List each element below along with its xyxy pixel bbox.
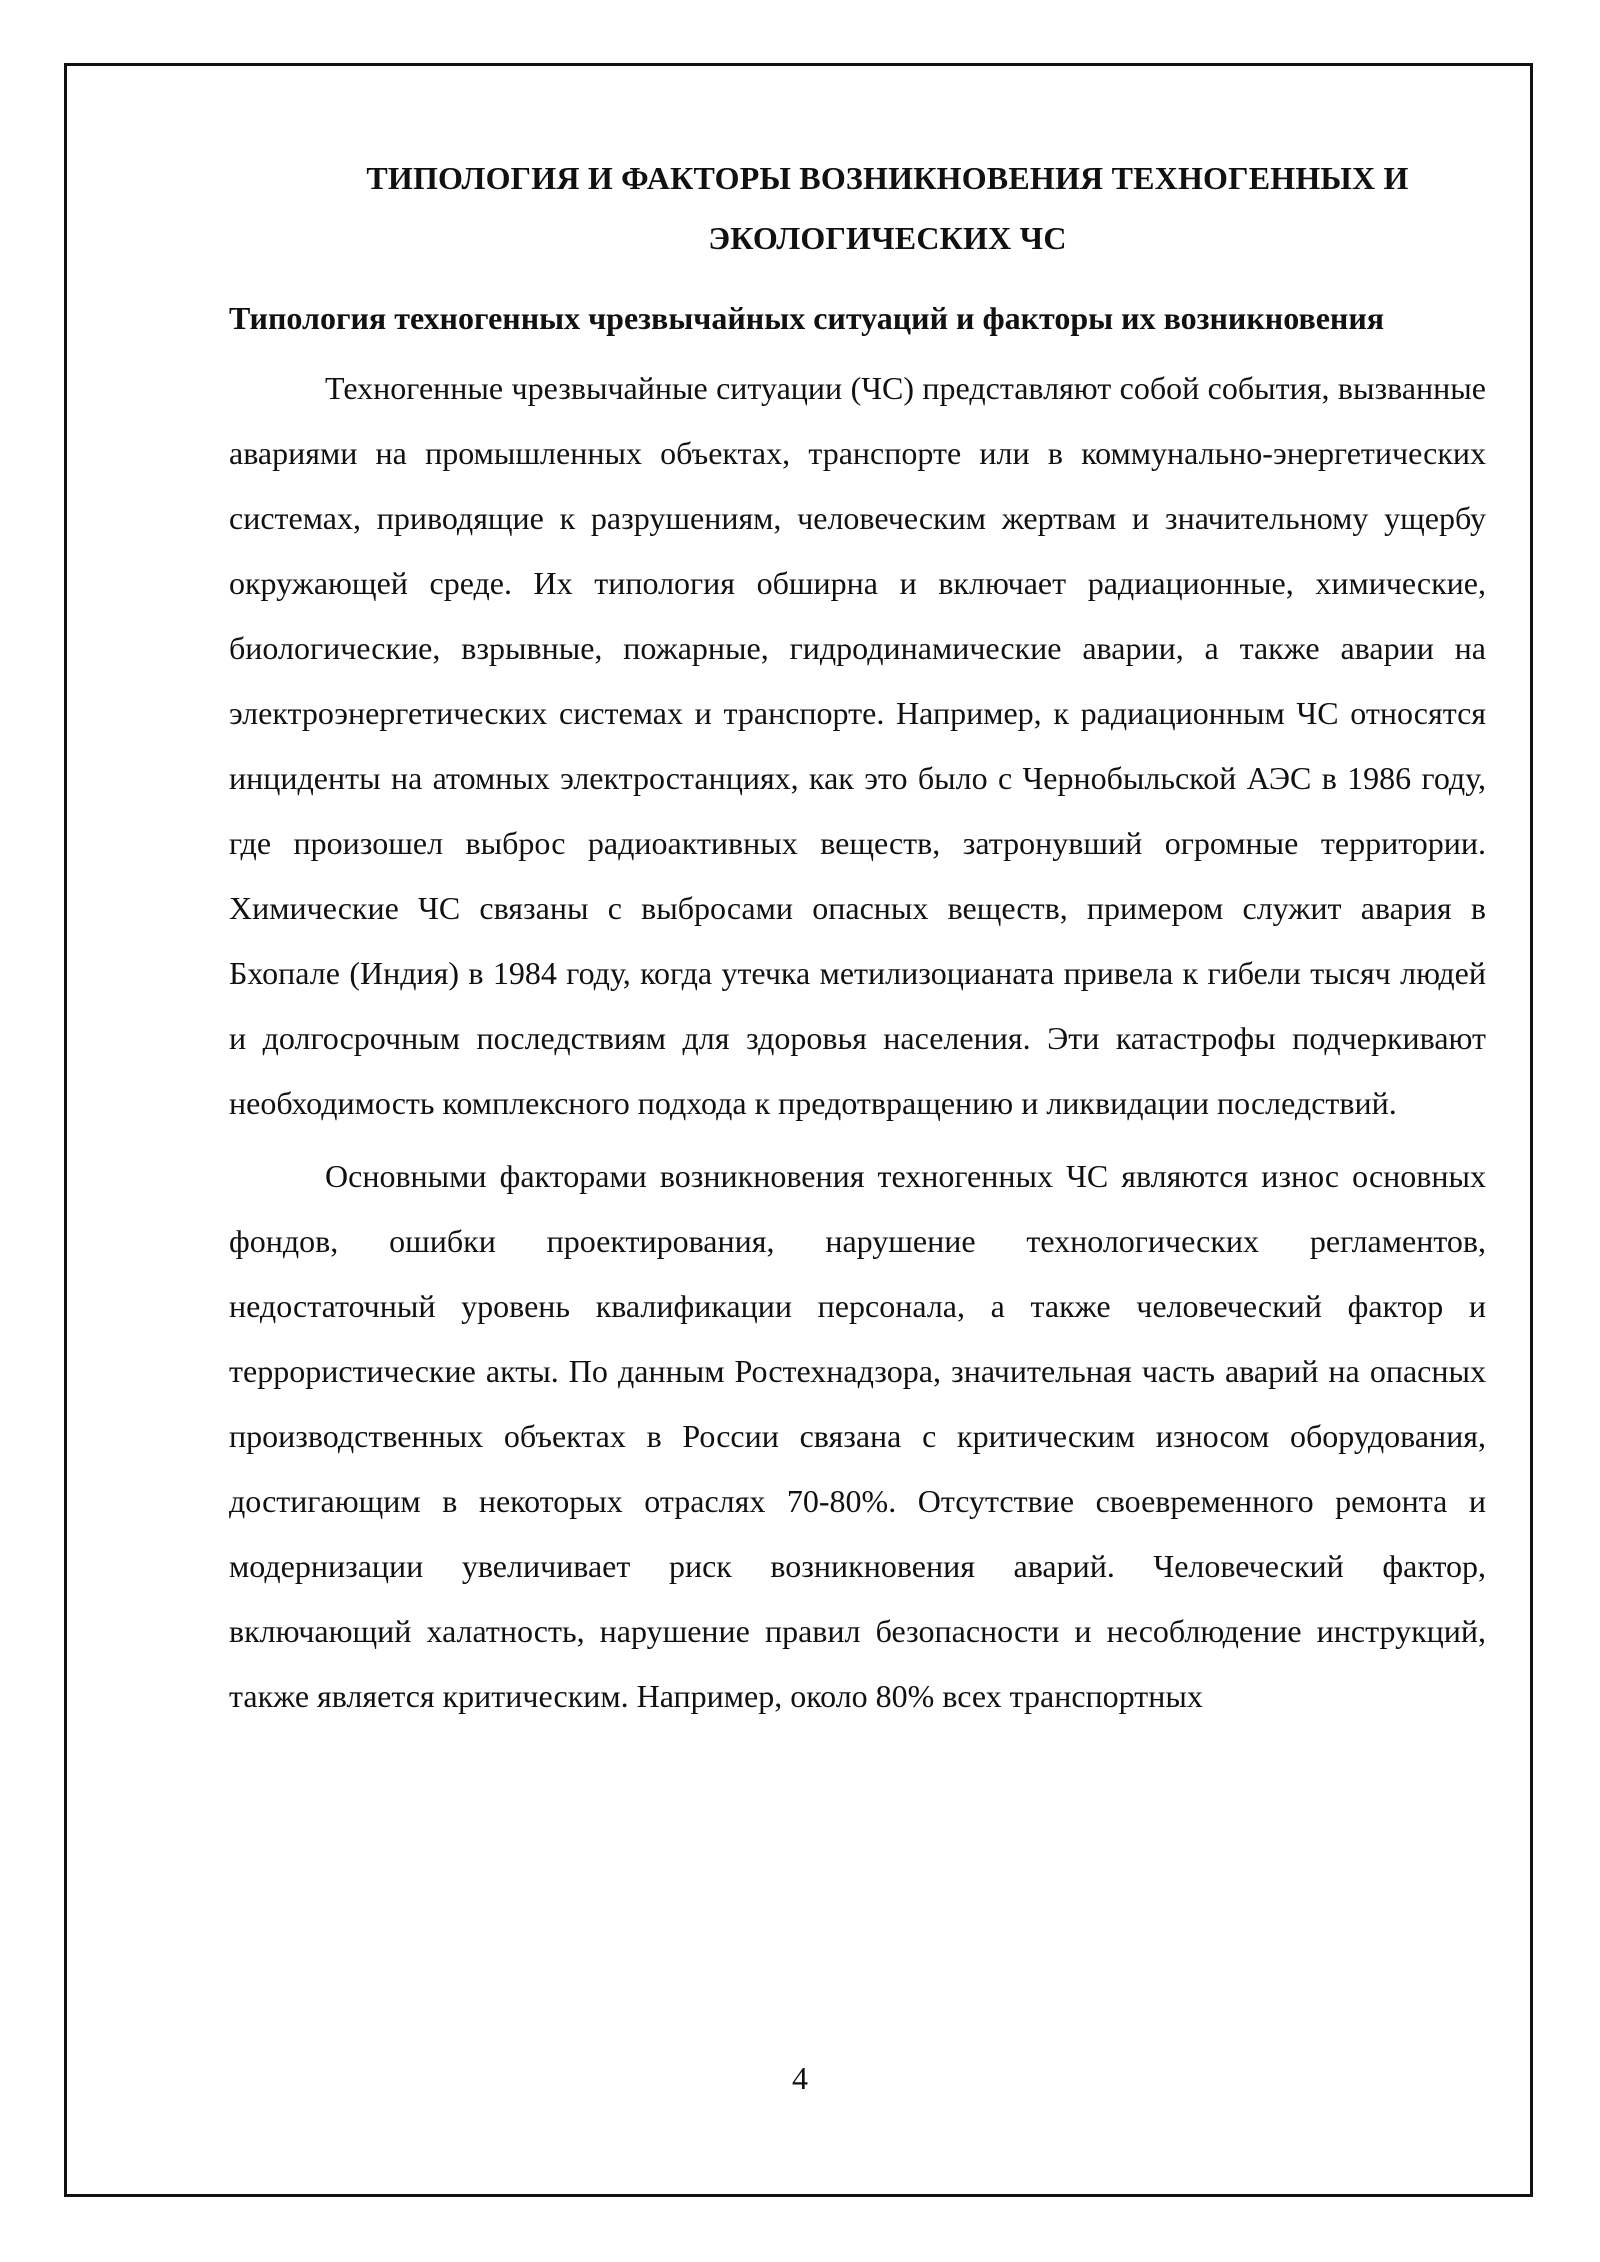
section-title: Типология техногенных чрезвычайных ситуаций и факторы их возникновения (229, 300, 1385, 336)
paragraph-1: Техногенные чрезвычайные ситуации (ЧС) представляют собой события, вызванные авариями на промышленных объектах, транспорте или в коммунально-энергетических системах, приводящие к разрушениям, человеческим жертвам и значительному ущербу окружающей среде. Их типология обширна и включает радиационные, химические, биологические, взрывные, пожарные, гидродинамические аварии, а также аварии на электроэнергетических системах и транспорте. Например, к радиационным ЧС относятся инциденты на атомных электростанциях, как это было с Чернобыльской АЭС в 1986 году, где произошел выброс радиоактивных веществ, затронувший огромные территории. Химические ЧС связаны с выбросами опасных веществ, примером служит авария в Бхопале (Индия) в 1984 году, когда утечка метилизоцианата привела к гибели тысяч людей и долгосрочным последствиям для здоровья населения. Эти катастрофы подчеркивают необходимость комплексного подхода к предотвращению и ликвидации последствий. (229, 370, 1486, 1121)
paragraph-2: Основными факторами возникновения техногенных ЧС являются износ основных фондов, ошибки проектирования, нарушение технологических регламентов, недостаточный уровень квалификации персонала, а также человеческий фактор и террористические акты. По данным Ростехнадзора, значительная часть аварий на опасных производственных объектах в России связана с критическим износом оборудования, достигающим в некоторых отраслях 70-80%. Отсутствие своевременного ремонта и модернизации увеличивает риск возникновения аварий. Человеческий фактор, включающий халатность, нарушение правил безопасности и несоблюдение инструкций, также является критическим. Например, около 80% всех транспортных (229, 1158, 1486, 1714)
page-number: 4 (792, 2060, 808, 2096)
page-content (229, 148, 1486, 1729)
document-title: ТИПОЛОГИЯ И ФАКТОРЫ ВОЗНИКНОВЕНИЯ ТЕХНОГЕННЫХ И ЭКОЛОГИЧЕСКИХ ЧС (366, 160, 1409, 256)
